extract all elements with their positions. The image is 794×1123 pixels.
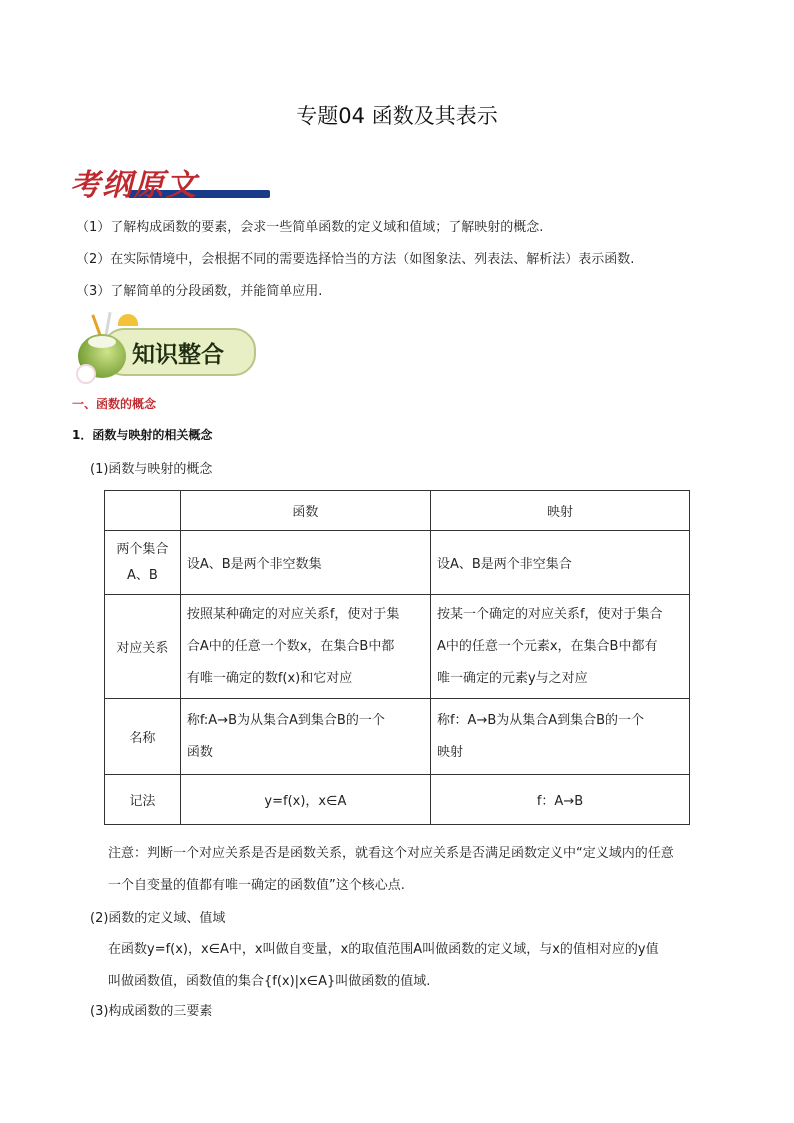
table-cell	[180, 699, 430, 775]
syllabus-banner	[68, 160, 204, 203]
cell-line: 设A、B是两个非空集合	[436, 557, 572, 572]
cell-line: A中的任意一个元素x，在集合B中都有	[436, 638, 658, 654]
table-row	[105, 531, 690, 595]
knowledge-banner	[74, 312, 254, 380]
table-cell-label: 记法	[105, 775, 181, 825]
table-cell	[180, 531, 430, 595]
page-title: 专题04 函数及其表示	[296, 104, 498, 128]
table-cell: y=f(x)，x∈A	[180, 775, 430, 825]
cell-line: 唯一确定的元素y与之对应	[436, 670, 588, 686]
table-row	[105, 699, 690, 775]
table-header-row	[105, 491, 690, 531]
cell-line: 两个集合	[116, 541, 169, 557]
table-row	[105, 595, 690, 699]
syllabus-line-3: （3）了解简单的分段函数，并能简单应用.	[76, 284, 323, 299]
umbrella-icon	[118, 314, 138, 326]
table-cell: f：A→B	[430, 775, 689, 825]
table-header-cell: 函数	[180, 491, 430, 531]
cell-line: 按某一个确定的对应关系f，使对于集合	[436, 606, 663, 622]
table-cell	[430, 595, 689, 699]
table-header-cell: 映射	[430, 491, 689, 531]
table-cell-label: 对应关系	[105, 595, 181, 699]
cell-line: 称f：A→B为从集合A到集合B的一个	[436, 712, 645, 728]
note-line-2: 一个自变量的值都有唯一确定的函数值”这个核心点.	[108, 878, 405, 893]
item2-line-2: 叫做函数值，函数值的集合{f(x)|x∈A}叫做函数的值域.	[108, 974, 431, 989]
cell-line: 设A、B是两个非空数集	[186, 557, 322, 572]
note-line-1: 注意：判断一个对应关系是否是函数关系，就看这个对应关系是否满足函数定义中“定义域内的任意	[108, 846, 674, 861]
cell-line: 按照某种确定的对应关系f，使对于集	[186, 606, 400, 622]
cell-line: 函数	[186, 744, 213, 760]
table-cell	[180, 595, 430, 699]
table-cell-label: 名称	[105, 699, 181, 775]
knowledge-banner-text: 知识整合	[132, 342, 224, 368]
cell-line: 合A中的任意一个数x，在集合B中都	[186, 638, 395, 654]
item-heading-3: (3)构成函数的三要素	[90, 1004, 213, 1019]
item-heading-2: (2)函数的定义域、值域	[90, 911, 226, 926]
cell-line: 映射	[436, 744, 463, 760]
syllabus-line-1: （1）了解构成函数的要素，会求一些简单函数的定义域和值域；了解映射的概念.	[76, 220, 544, 235]
table-cell-label	[105, 531, 181, 595]
flower-icon	[76, 364, 96, 384]
item-heading-1: (1)函数与映射的概念	[90, 462, 213, 477]
coconut-top	[88, 336, 116, 348]
table-cell	[430, 531, 689, 595]
table-header-cell	[105, 491, 181, 531]
syllabus-line-2: （2）在实际情境中，会根据不同的需要选择恰当的方法（如图象法、列表法、解析法）表示函数.	[76, 252, 635, 267]
item2-line-1: 在函数y=f(x)，x∈A中，x叫做自变量，x的取值范围A叫做函数的定义域，与x的值相对应的y值	[108, 942, 659, 957]
concept-table	[104, 490, 690, 825]
table-row	[105, 775, 690, 825]
syllabus-banner-text: 考纲原文	[70, 168, 198, 203]
cell-line: A、B	[127, 567, 158, 583]
cell-line: 有唯一确定的数f(x)和它对应	[186, 670, 353, 686]
table-cell	[430, 699, 689, 775]
section-heading: 一、函数的概念	[72, 397, 157, 411]
cell-line: 称f:A→B为从集合A到集合B的一个	[186, 712, 385, 728]
subsection-heading: 1．函数与映射的相关概念	[72, 428, 213, 442]
